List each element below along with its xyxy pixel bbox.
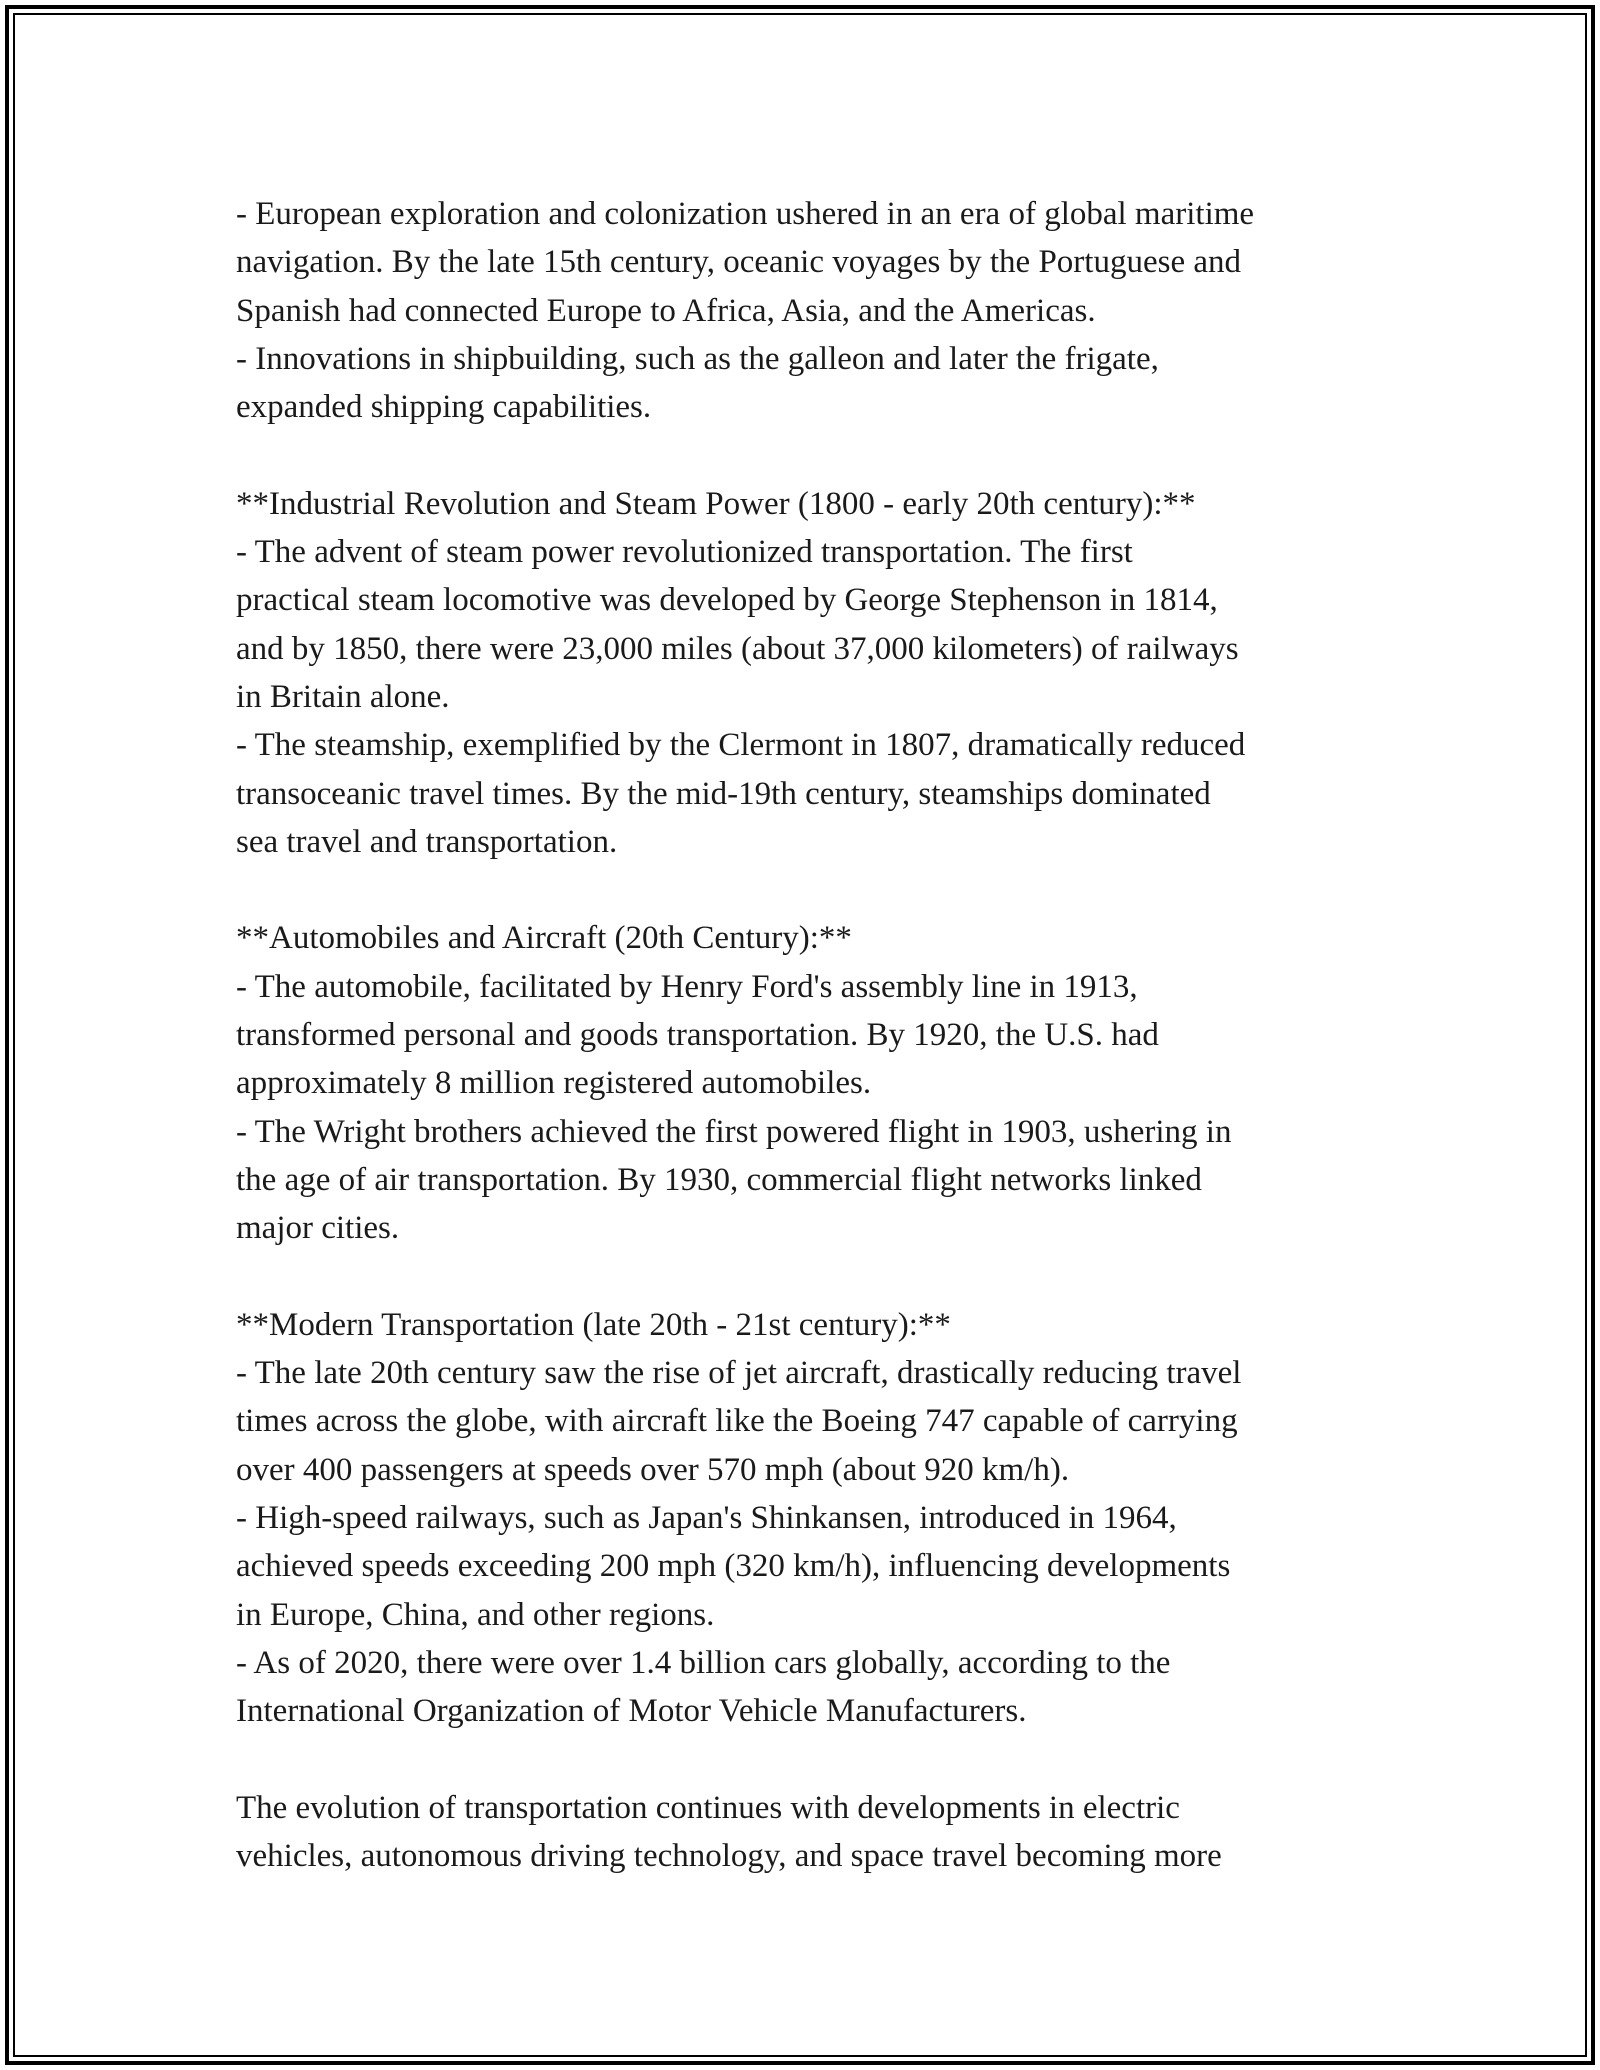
text-line: - Innovations in shipbuilding, such as the galleon and later the frigate,	[236, 340, 1159, 377]
text-line: and by 1850, there were 23,000 miles (about 37,000 kilometers) of railways	[236, 630, 1239, 667]
text-line: - The automobile, facilitated by Henry Ford's assembly line in 1913,	[236, 968, 1138, 1005]
section-heading: **Automobiles and Aircraft (20th Century):**	[236, 920, 852, 957]
text-line: - The late 20th century saw the rise of jet aircraft, drastically reducing travel	[236, 1355, 1242, 1392]
text-line: in Europe, China, and other regions.	[236, 1596, 715, 1633]
text-line: navigation. By the late 15th century, oceanic voyages by the Portuguese and	[236, 244, 1241, 281]
section-heading: **Industrial Revolution and Steam Power (1800 - early 20th century):**	[236, 485, 1196, 522]
text-line: in Britain alone.	[236, 678, 450, 715]
text-line: The evolution of transportation continues with developments in electric	[236, 1789, 1180, 1826]
paragraph-gap	[236, 1736, 1376, 1784]
text-line: - The Wright brothers achieved the first powered flight in 1903, ushering in	[236, 1113, 1232, 1150]
text-line: over 400 passengers at speeds over 570 mph (about 920 km/h).	[236, 1451, 1070, 1488]
text-line: transoceanic travel times. By the mid-19th century, steamships dominated	[236, 775, 1211, 812]
section-heading: **Modern Transportation (late 20th - 21st century):**	[236, 1306, 951, 1343]
paragraph-gap	[236, 866, 1376, 914]
text-line: International Organization of Motor Vehicle Manufacturers.	[236, 1693, 1027, 1730]
paragraph-gap	[236, 431, 1376, 479]
text-line: the age of air transportation. By 1930, commercial flight networks linked	[236, 1161, 1202, 1198]
text-line: sea travel and transportation.	[236, 823, 618, 860]
text-line: major cities.	[236, 1210, 400, 1247]
paragraph-gap	[236, 1253, 1376, 1301]
text-line: - The steamship, exemplified by the Clermont in 1807, dramatically reduced	[236, 727, 1246, 764]
text-line: - European exploration and colonization ushered in an era of global maritime	[236, 196, 1255, 232]
text-line: expanded shipping capabilities.	[236, 389, 652, 426]
text-line: - High-speed railways, such as Japan's Shinkansen, introduced in 1964,	[236, 1500, 1177, 1537]
text-line: transformed personal and goods transportation. By 1920, the U.S. had	[236, 1017, 1159, 1054]
text-line: - The advent of steam power revolutionized transportation. The first	[236, 534, 1133, 571]
text-line: approximately 8 million registered automobiles.	[236, 1065, 872, 1102]
text-line: times across the globe, with aircraft like the Boeing 747 capable of carrying	[236, 1403, 1238, 1440]
text-line: achieved speeds exceeding 200 mph (320 km/h), influencing developments	[236, 1548, 1231, 1585]
text-line: vehicles, autonomous driving technology, and space travel becoming more	[236, 1838, 1222, 1875]
text-line: - As of 2020, there were over 1.4 billion cars globally, according to the	[236, 1644, 1171, 1681]
text-line: Spanish had connected Europe to Africa, Asia, and the Americas.	[236, 292, 1096, 329]
text-line: practical steam locomotive was developed by George Stephenson in 1814,	[236, 582, 1218, 619]
document-body	[236, 190, 1376, 1880]
